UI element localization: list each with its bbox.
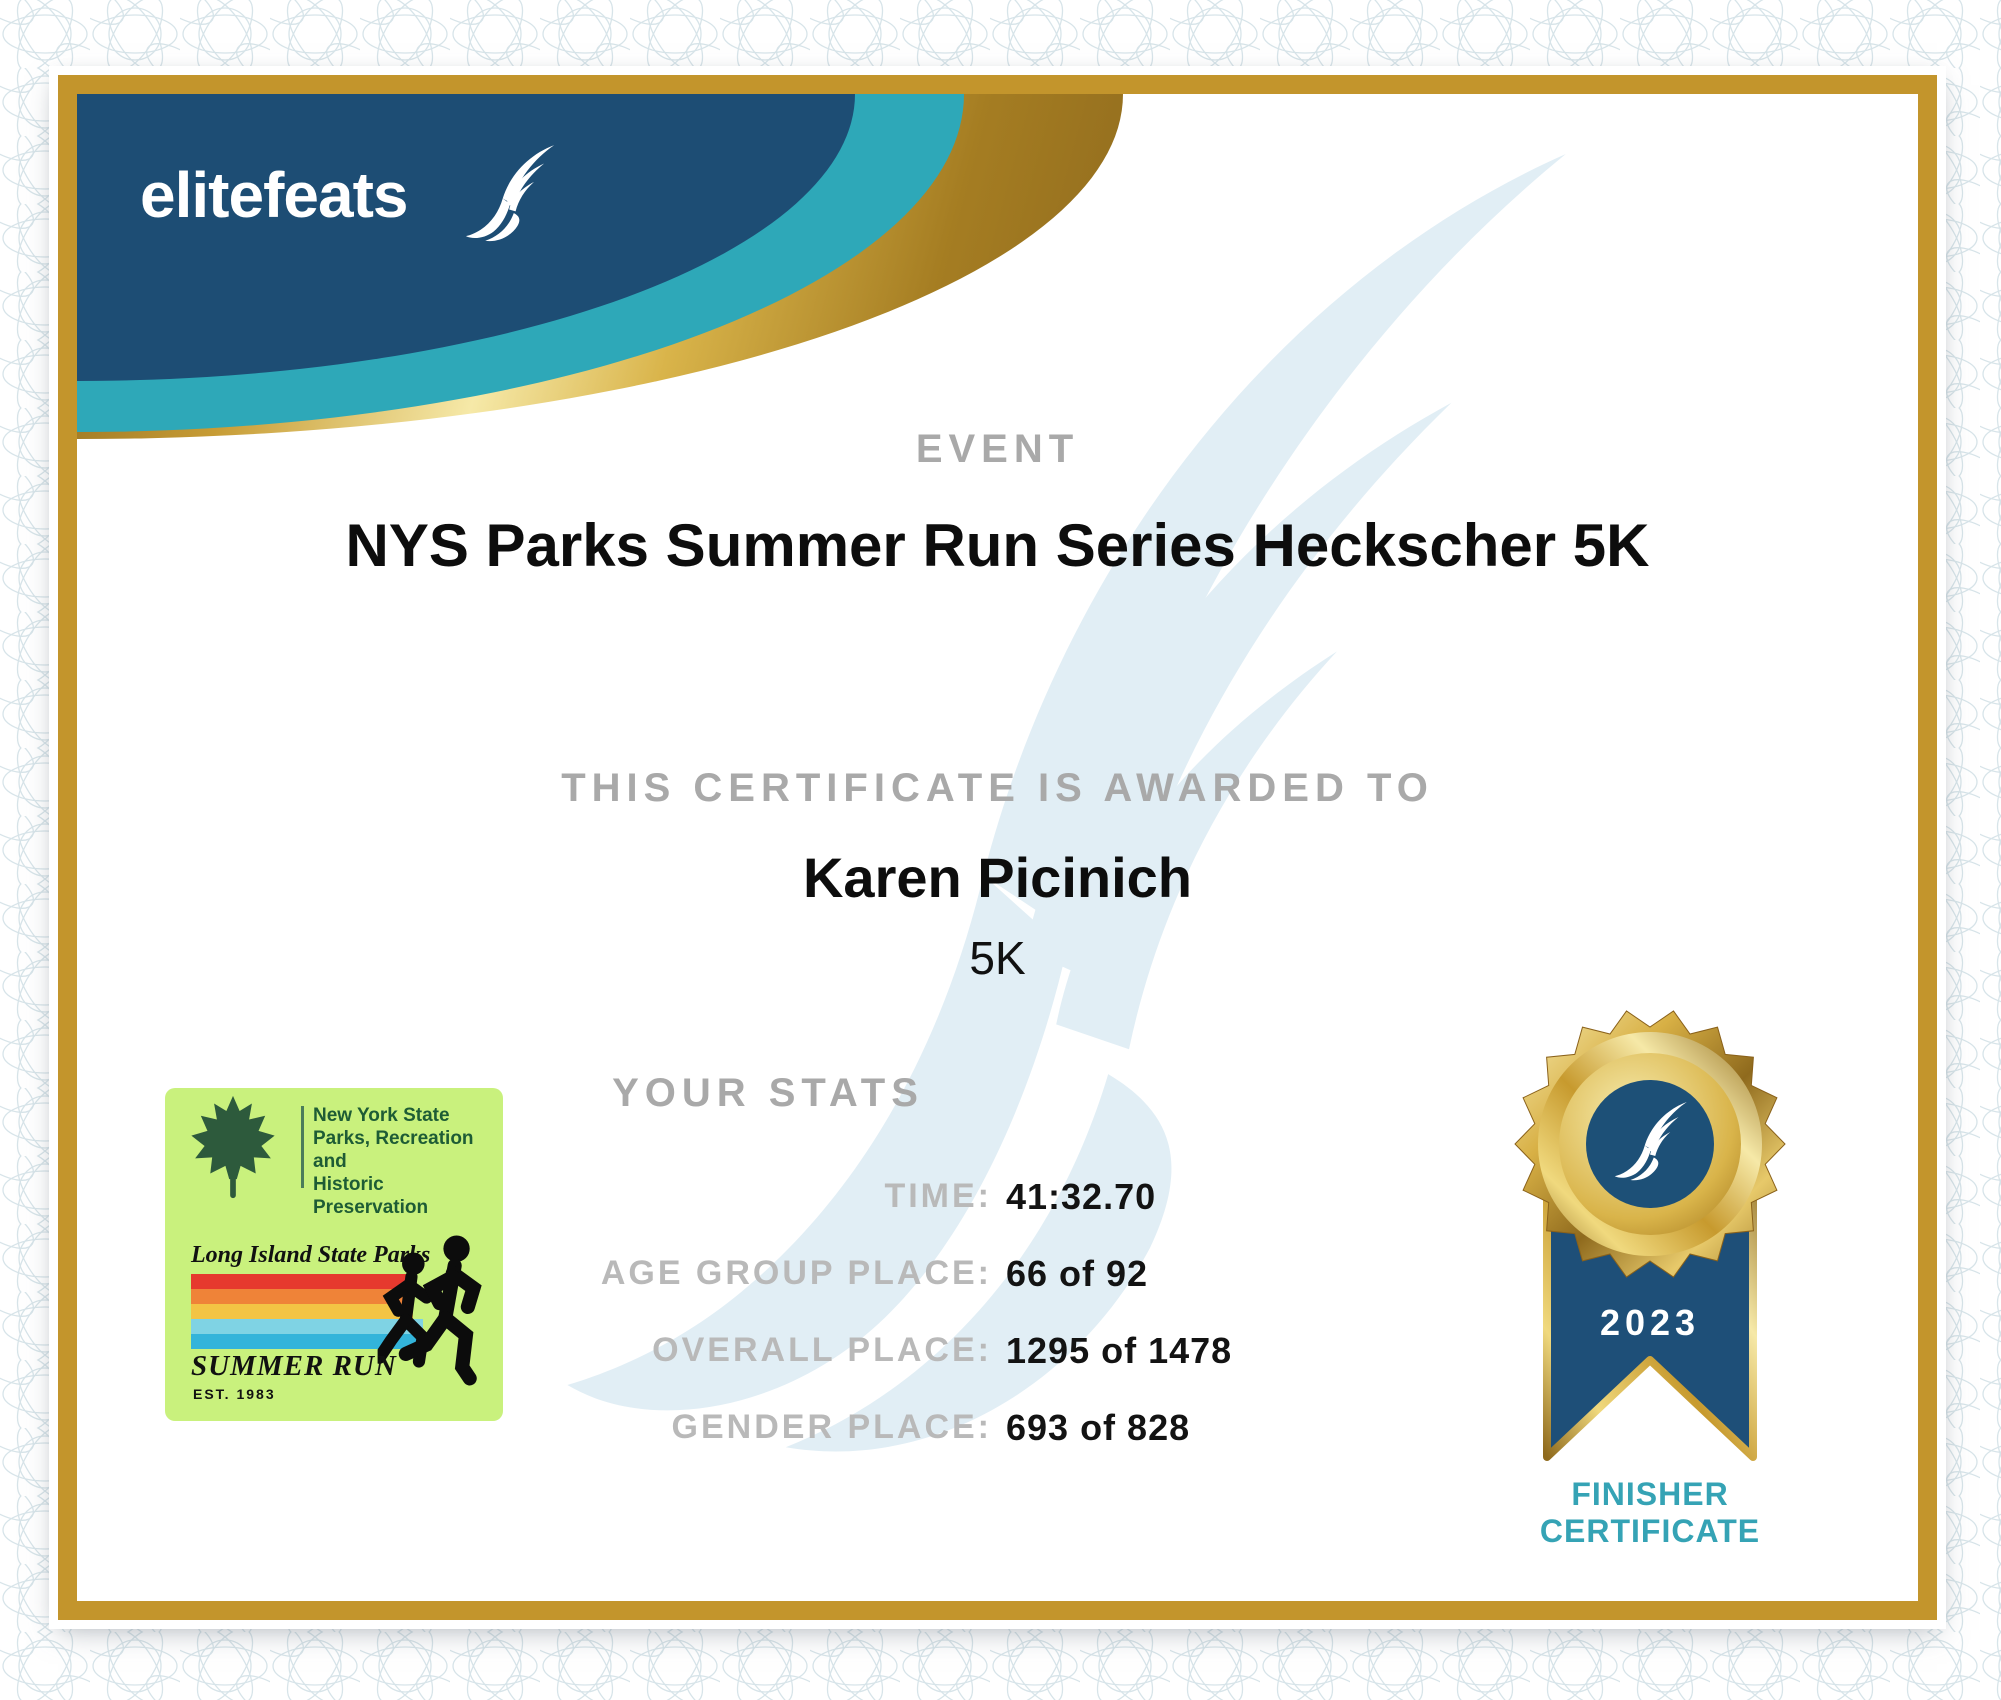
parks-org-name [313,1104,503,1219]
finisher-medal [1490,992,1810,1467]
stat-value: 66 of 92 [1006,1252,1149,1294]
winged-foot-icon [465,140,557,256]
summer-run-sponsor-logo [165,1088,503,1421]
finisher-certificate-label [1490,1476,1810,1550]
org-line: Historic Preservation [313,1174,429,1218]
stat-label: AGE GROUP PLACE: [600,1254,992,1292]
series-name: Long Island State Parks [191,1242,431,1268]
summer-run-title: SUMMER RUN [191,1350,397,1382]
event-name: NYS Parks Summer Run Series Heckscher 5K [345,512,1650,579]
runners-icon [375,1228,493,1416]
org-line: Parks, Recreation and [313,1128,474,1172]
race-distance: 5K [969,932,1026,984]
stat-label: TIME: [884,1177,992,1215]
stat-value: 41:32.70 [1006,1175,1157,1217]
certificate-body [77,94,1918,1601]
logo-divider [301,1106,304,1188]
your-stats-label: YOUR STATS [612,1071,924,1115]
elitefeats-logo-text: elitefeats [140,159,408,231]
stat-value: 1295 of 1478 [1006,1329,1233,1371]
medal-year: 2023 [1599,1302,1701,1343]
finisher-line: FINISHER [1571,1476,1729,1512]
org-line: New York State [313,1105,450,1126]
event-label: EVENT [915,427,1080,471]
stat-label: GENDER PLACE: [671,1408,992,1446]
established-year: EST. 1983 [193,1386,276,1402]
certificate-line: CERTIFICATE [1539,1513,1761,1549]
recipient-name: Karen Picinich [802,846,1193,909]
gold-frame [58,75,1937,1620]
stat-value: 693 of 828 [1006,1406,1191,1448]
stat-label: OVERALL PLACE: [652,1331,992,1369]
awarded-label: THIS CERTIFICATE IS AWARDED TO [561,766,1434,810]
maple-leaf-icon [179,1094,287,1200]
